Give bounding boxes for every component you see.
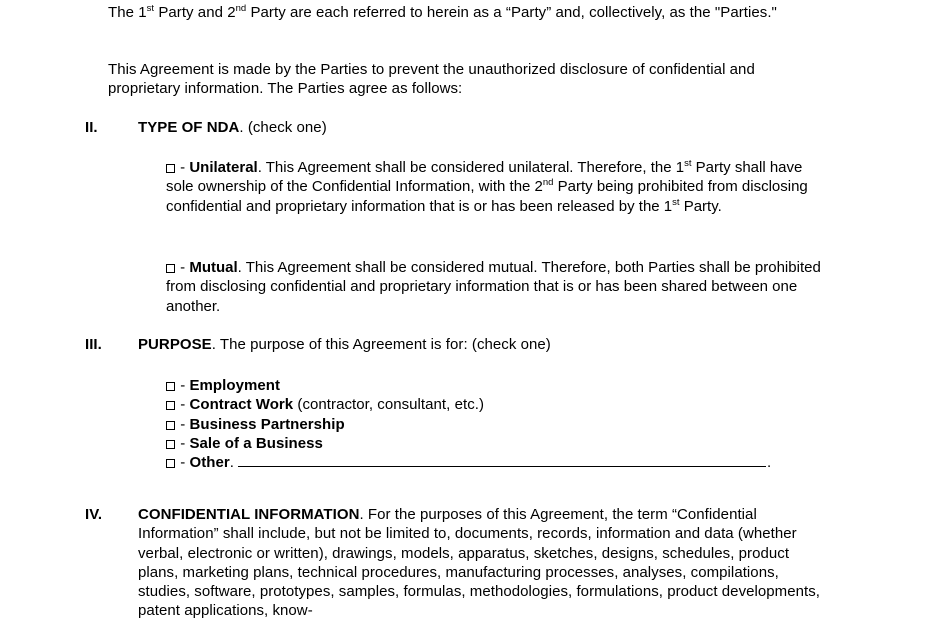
section-type-of-nda [85,118,830,137]
checkbox-icon-other[interactable] [166,459,175,468]
option-dash-contract-work: - [180,396,186,414]
option-unilateral[interactable] [166,158,825,216]
checkbox-icon-sale-of-a-business[interactable] [166,440,175,449]
agreement-purpose-paragraph: This Agreement is made by the Parties to prevent the unauthorized disclosure of confidential and proprietary information. The Parties agree as follows: [108,61,755,98]
section-iv-body [138,505,830,621]
section-numeral-iii: III. [85,336,102,353]
checkbox-icon-unilateral[interactable] [166,164,175,173]
section-iii-heading: PURPOSE [138,336,212,353]
option-employment[interactable] [166,376,846,395]
section-purpose [85,335,830,354]
option-label-contract-work: Contract Work [189,396,294,414]
parties-text-pre: The 1 [108,4,147,21]
ordinal-nd-2: nd [542,177,554,189]
option-unilateral-text-b: Party shall have sole ownership of the Confidential Information, with the 2 [166,159,803,196]
option-mutual-text-a: . This Agreement shall be considered mutual. Therefore, both Parties shall be prohibited from disclosing confidential and proprietary information that is or has been shared between one another. [166,259,821,315]
section-iv-text: . For the purposes of this Agreement, the term “Confidential Information” shall include, but not be limited to, documents, records, information and data (whether verbal, electronic or written), drawings, models, apparatus, sketches, designs, schedules, product plans, marketing plans, technical procedures, manufacturing processes, analyses, compilations, studies, software, prototypes, samples, formulas, methodologies, formulations, product developments, patent applications, know- [138,506,820,620]
option-dash-sale-of-a-business: - [180,434,186,452]
other-fill-in-blank[interactable] [238,454,766,467]
option-contract-work[interactable] [166,395,846,414]
option-other[interactable] [166,453,846,472]
option-label-sale-of-a-business: Sale of a Business [189,434,323,452]
option-label-employment: Employment [189,377,280,394]
section-ii-heading-line [138,118,830,137]
ordinal-st-3: st [672,196,680,208]
option-dash-other: - [180,454,186,472]
section-ii-heading: TYPE OF NDA [138,119,240,136]
parties-definition-paragraph [108,3,825,22]
checkbox-icon-contract-work[interactable] [166,401,175,410]
section-iv-heading: CONFIDENTIAL INFORMATION [138,506,360,523]
section-iii-heading-line [138,335,830,354]
section-numeral-iv: IV. [85,506,103,523]
parties-text-post: Party are each referred to herein as a “Party” and, collectively, as the "Parties." [246,4,777,21]
section-ii-heading-suffix: . (check one) [239,119,327,136]
option-unilateral-text [166,159,808,215]
option-label-unilateral: Unilateral [189,159,258,176]
purpose-option-list [166,376,846,472]
option-mutual-text [166,259,821,315]
option-label-other: Other [189,454,230,472]
section-iii-heading-suffix: . The purpose of this Agreement is for: (check one) [211,336,551,353]
option-dash-unilateral: - [180,159,186,176]
checkbox-icon-employment[interactable] [166,382,175,391]
option-label-business-partnership: Business Partnership [189,415,345,433]
section-confidential-information [85,505,830,621]
option-unilateral-text-c: Party being prohibited from disclosing confidential and proprietary information that is or has been released by the 1 [166,178,808,215]
ordinal-st-2: st [684,158,692,169]
checkbox-icon-business-partnership[interactable] [166,421,175,430]
ordinal-st-1: st [146,3,155,14]
option-dash-employment: - [180,377,186,394]
option-tail-contract-work: (contractor, consultant, etc.) [293,396,485,414]
parties-text-mid: Party and 2 [154,4,236,21]
option-business-partnership[interactable] [166,415,846,434]
ordinal-nd-1: nd [235,3,247,14]
option-unilateral-text-d: Party. [679,197,722,215]
option-dash-business-partnership: - [180,415,186,433]
section-numeral-ii: II. [85,119,98,136]
option-other-trailing-period: . [766,454,772,472]
option-mutual[interactable] [166,258,825,316]
option-other-period: . [229,454,234,472]
option-sale-of-a-business[interactable] [166,434,846,453]
option-label-mutual: Mutual [189,259,238,276]
option-unilateral-text-a: . This Agreement shall be considered unilateral. Therefore, the 1 [257,159,685,176]
option-dash-mutual: - [180,259,186,276]
checkbox-icon-mutual[interactable] [166,264,175,273]
